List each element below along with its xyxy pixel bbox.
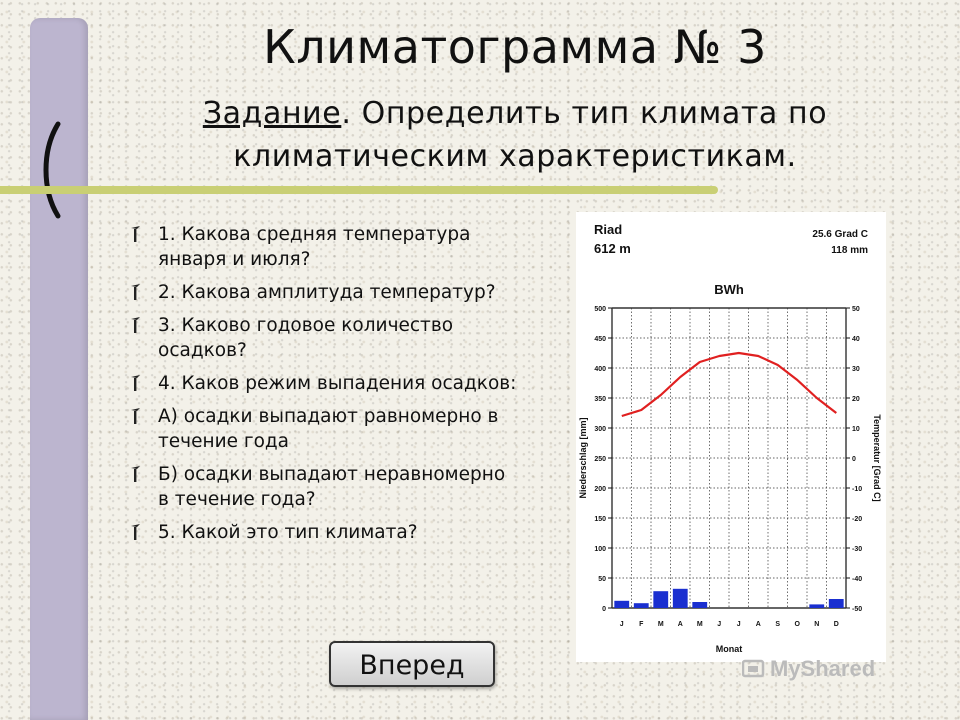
month-label: A [677,621,683,628]
precip-bar [829,599,844,608]
precip-tick-label: 100 [594,546,606,553]
month-label: D [833,621,839,628]
precip-tick-label: 250 [594,456,606,463]
temp-tick-label: -50 [852,606,863,613]
precip-bar [634,603,649,608]
month-label: O [794,621,800,628]
temp-tick-label: 40 [852,336,860,343]
bullet-icon [128,225,142,243]
slide-title: Климатограмма № 3 [263,20,767,74]
question-text: А) осадки выпадают равномерно в течение года [158,406,499,452]
list-item [128,520,518,545]
climate-code: BWh [714,282,744,297]
temp-tick-label: -20 [852,516,863,523]
temp-tick-label: 30 [852,366,860,373]
precip-tick-label: 300 [594,426,606,433]
task-text-1: . Определить тип климата по [341,96,828,131]
precip-bar [673,589,688,608]
month-label: N [814,621,820,628]
month-label: J [736,621,741,628]
month-label: J [619,621,624,628]
list-item [128,462,518,512]
question-text: 4. Каков режим выпадения осадков: [158,373,517,394]
question-text: 1. Какова средняя температура января и июля? [158,224,471,270]
task-text [120,92,910,178]
temp-tick-label: -30 [852,546,863,553]
temp-tick-label: 20 [852,396,860,403]
watermark-text: MyShared [770,656,876,681]
question-text: Б) осадки выпадают неравномерно в течение года? [158,464,506,510]
temp-tick-label: 10 [852,426,860,433]
question-text: 5. Какой это тип климата? [158,522,418,543]
watermark-icon [742,658,766,680]
precip-tick-label: 500 [594,306,606,313]
bullet-icon [128,465,142,483]
left-axis-label: Niederschlag [mm] [578,417,588,499]
next-button[interactable]: Вперед [329,641,495,687]
precip-bar [653,591,668,608]
list-item [128,404,518,454]
bullet-icon [128,407,142,425]
precip-tick-label: 400 [594,366,606,373]
climate-chart [576,212,886,662]
task-text-2: климатическим характеристикам. [233,139,797,174]
annual-precipitation: 118 mm [831,245,868,256]
precip-bar [809,604,824,608]
month-label: A [755,621,761,628]
question-text: 2. Какова амплитуда температур? [158,282,496,303]
precip-tick-label: 450 [594,336,606,343]
precip-bar [614,601,629,608]
x-axis-label: Monat [715,644,743,654]
list-item [128,280,518,305]
month-label: F [639,621,644,628]
question-text: 3. Каково годовое количество осадков? [158,315,454,361]
bullet-icon [128,316,142,334]
task-label: Задание [202,96,342,131]
temp-tick-label: -40 [852,576,863,583]
temp-tick-label: 0 [852,456,856,463]
title-underline-bar [0,186,718,194]
precip-tick-label: 350 [594,396,606,403]
right-axis-label: Temperatur [Grad C] [872,414,882,502]
bullet-icon [128,374,142,392]
month-label: S [775,621,781,628]
list-item [128,222,518,272]
annual-temperature: 25.6 Grad C [812,229,868,240]
station-name: Riad [594,222,623,237]
bullet-icon [128,283,142,301]
month-label: M [696,621,703,628]
precip-tick-label: 50 [598,576,606,583]
question-list [128,222,518,553]
station-elevation: 612 m [594,241,631,256]
bullet-icon [128,523,142,541]
precip-bar [692,602,707,608]
month-label: M [657,621,664,628]
precip-tick-label: 0 [602,606,606,613]
list-item [128,313,518,363]
temp-tick-label: 50 [852,306,860,313]
climate-chart-svg [576,212,886,662]
bracket-ornament [36,120,66,220]
precip-tick-label: 150 [594,516,606,523]
month-label: J [717,621,722,628]
list-item [128,371,518,396]
precip-tick-label: 200 [594,486,606,493]
temp-tick-label: -10 [852,486,863,493]
